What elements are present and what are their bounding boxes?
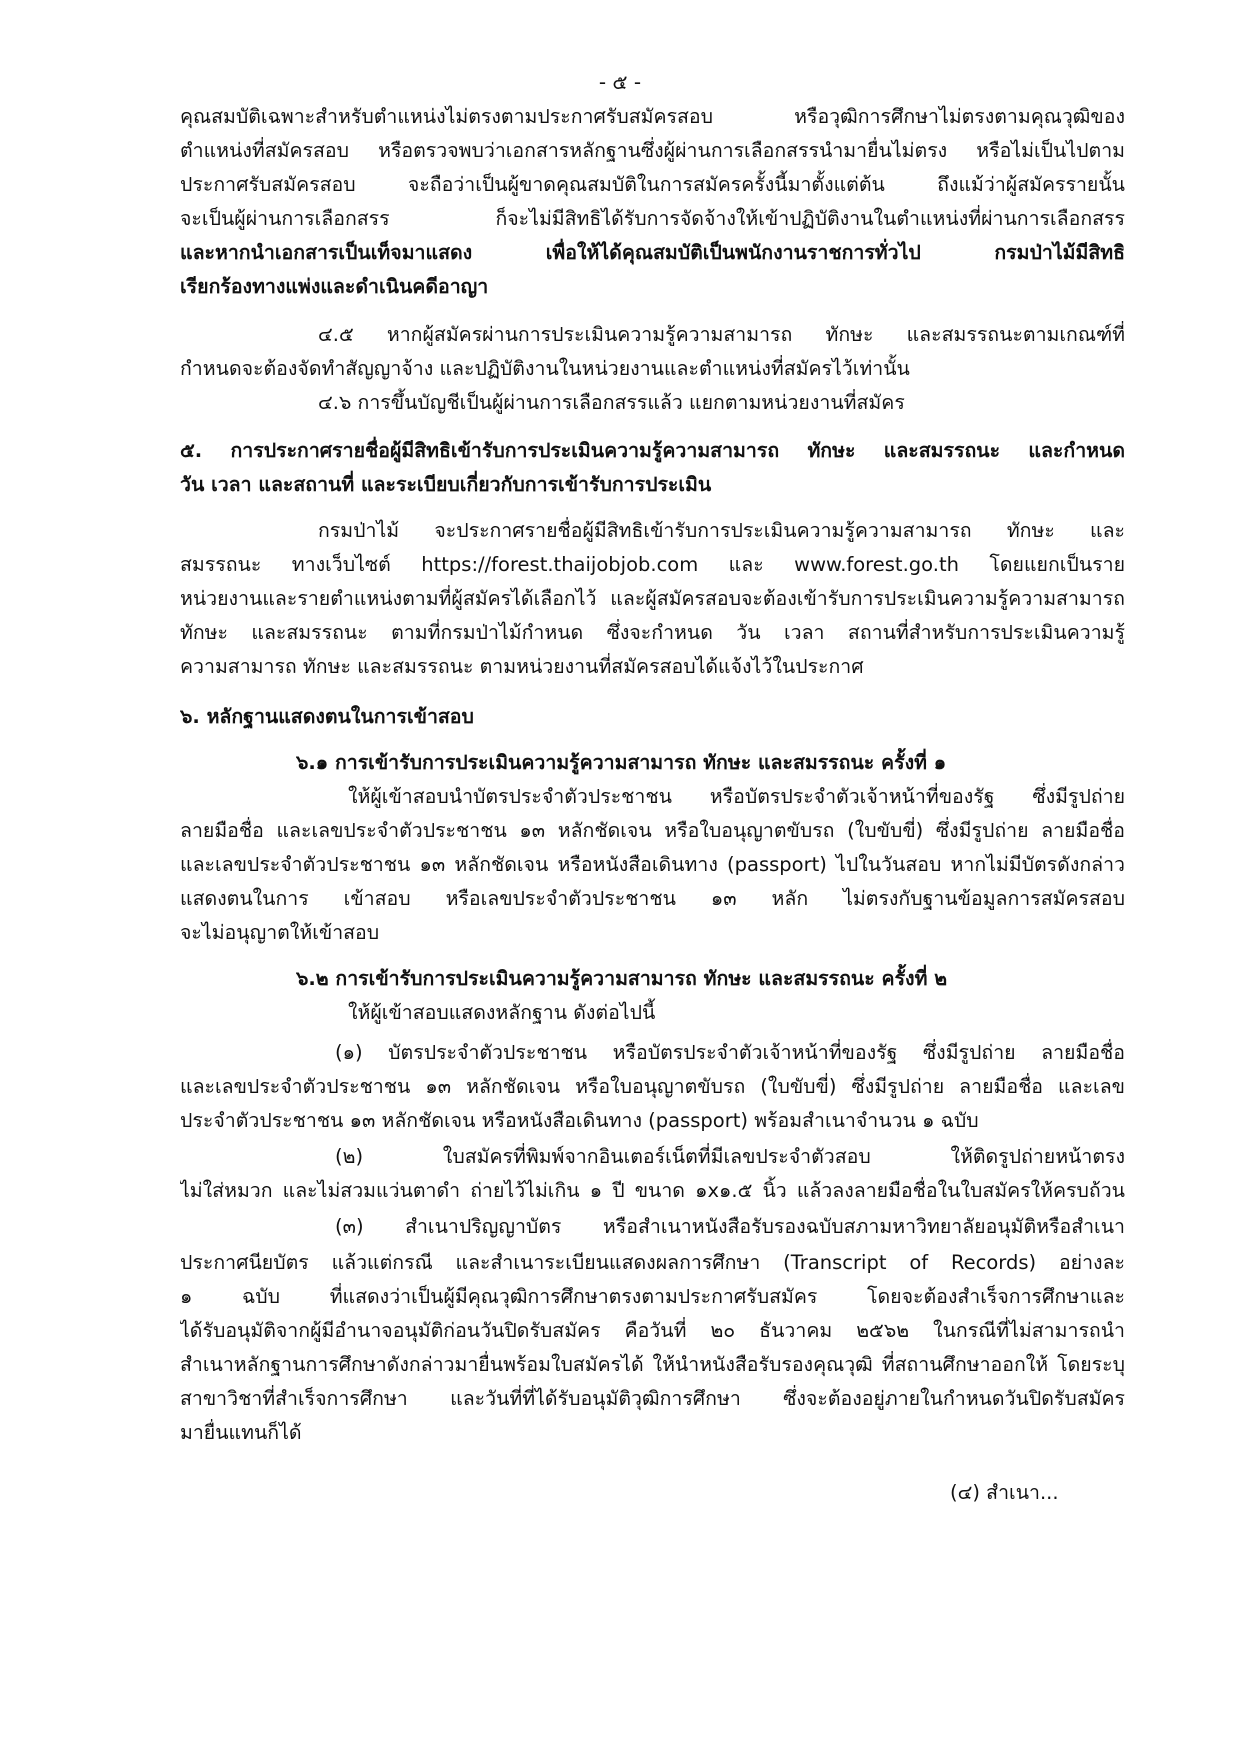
- text-line: ๑ ฉบับ ที่แสดงว่าเป็นผู้มีคุณวุฒิการศึกษาตรงตามประกาศรับสมัคร โดยจะต้องสำเร็จการศึกษาและ: [180, 1285, 1125, 1308]
- page-number: - ๕ -: [598, 70, 642, 94]
- section-5-heading-cont: วัน เวลา และสถานที่ และระเบียบเกี่ยวกับการเข้ารับการประเมิน: [180, 473, 712, 496]
- text-line: คุณสมบัติเฉพาะสำหรับตำแหน่งไม่ตรงตามประกาศรับสมัครสอบ หรือวุฒิการศึกษาไม่ตรงตามคุณวุฒิของ: [180, 105, 1125, 128]
- text-line: ความสามารถ ทักษะ และสมรรถนะ ตามหน่วยงานที่สมัครสอบได้แจ้งไว้ในประกาศ: [180, 655, 864, 678]
- text-line: สมรรถนะ ทางเว็บไซต์ https://forest.thaijobjob.com และ www.forest.go.th โดยแยกเป็นราย: [180, 553, 1125, 576]
- bold-text-line: และหากนำเอกสารเป็นเท็จมาแสดง เพื่อให้ได้คุณสมบัติเป็นพนักงานราชการทั่วไป กรมป่าไม้มีสิทธิ: [180, 241, 1125, 264]
- text-line: ได้รับอนุมัติจากผู้มีอำนาจอนุมัติก่อนวันปิดรับสมัคร คือวันที่ ๒๐ ธันวาคม ๒๕๖๒ ในกรณีที่ไม่สามารถนำ: [180, 1319, 1125, 1342]
- text-line: มายื่นแทนก็ได้: [180, 1421, 302, 1444]
- text-line: จะเป็นผู้ผ่านการเลือกสรร ก็จะไม่มีสิทธิได้รับการจัดจ้างให้เข้าปฏิบัติงานในตำแหน่งที่ผ่านการเลือกสรร: [180, 207, 1125, 230]
- text-line: ลายมือชื่อ และเลขประจำตัวประชาชน ๑๓ หลักชัดเจน หรือใบอนุญาตขับรถ (ใบขับขี่) ซึ่งมีรูปถ่าย ลายมือชื่อ: [180, 819, 1125, 842]
- section-6-heading: ๖. หลักฐานแสดงตนในการเข้าสอบ: [180, 705, 474, 728]
- item-2: (๒) ใบสมัครที่พิมพ์จากอินเตอร์เน็ตที่มีเลขประจำตัวสอบ ให้ติดรูปถ่ายหน้าตรง: [335, 1145, 1125, 1168]
- text-line: แสดงตนในการ เข้าสอบ หรือเลขประจำตัวประชาชน ๑๓ หลัก ไม่ตรงกับฐานข้อมูลการสมัครสอบ: [180, 887, 1125, 910]
- item-3: (๓) สำเนาปริญญาบัตร หรือสำเนาหนังสือรับรองฉบับสภามหาวิทยาลัยอนุมัติหรือสำเนา: [335, 1215, 1125, 1238]
- text-line: จะไม่อนุญาตให้เข้าสอบ: [180, 921, 380, 944]
- text-line: ให้ผู้เข้าสอบนำบัตรประจำตัวประชาชน หรือบัตรประจำตัวเจ้าหน้าที่ของรัฐ ซึ่งมีรูปถ่าย: [348, 785, 1125, 808]
- text-line: กำหนดจะต้องจัดทำสัญญาจ้าง และปฏิบัติงานในหน่วยงานและตำแหน่งที่สมัครไว้เท่านั้น: [180, 357, 910, 380]
- subsection-6-1-heading: ๖.๑ การเข้ารับการประเมินความรู้ความสามารถ ทักษะ และสมรรถนะ ครั้งที่ ๑: [296, 751, 947, 774]
- text-line: ไม่ใส่หมวก และไม่สวมแว่นตาดำ ถ่ายไว้ไม่เกิน ๑ ปี ขนาด ๑x๑.๕ นิ้ว แล้วลงลายมือชื่อในใบสมัครให้ครบถ้วน: [180, 1179, 1125, 1202]
- text-line: ทักษะ และสมรรถนะ ตามที่กรมป่าไม้กำหนด ซึ่งจะกำหนด วัน เวลา สถานที่สำหรับการประเมินความรู้: [180, 621, 1125, 644]
- continuation-marker: (๔) สำเนา...: [950, 1481, 1059, 1504]
- text-line: และเลขประจำตัวประชาชน ๑๓ หลักชัดเจน หรือใบอนุญาตขับรถ (ใบขับขี่) ซึ่งมีรูปถ่าย ลายมือชื่อ และเลข: [180, 1075, 1125, 1098]
- item-4-5: ๔.๕ หากผู้สมัครผ่านการประเมินความรู้ความสามารถ ทักษะ และสมรรถนะตามเกณฑ์ที่: [318, 323, 1125, 346]
- text-line: ประกาศนียบัตร แล้วแต่กรณี และสำเนาระเบียนแสดงผลการศึกษา (Transcript of Records) อย่างละ: [180, 1251, 1125, 1274]
- text-line: หน่วยงานและรายตำแหน่งตามที่ผู้สมัครได้เลือกไว้ และผู้สมัครสอบจะต้องเข้ารับการประเมินความรู้ความสามารถ: [180, 587, 1125, 610]
- text-line: ประจำตัวประชาชน ๑๓ หลักชัดเจน หรือหนังสือเดินทาง (passport) พร้อมสำเนาจำนวน ๑ ฉบับ: [180, 1109, 979, 1132]
- section-5-heading: ๕. การประกาศรายชื่อผู้มีสิทธิเข้ารับการประเมินความรู้ความสามารถ ทักษะ และสมรรถนะ และกำหนด: [180, 439, 1125, 462]
- subsection-6-2-heading: ๖.๒ การเข้ารับการประเมินความรู้ความสามารถ ทักษะ และสมรรถนะ ครั้งที่ ๒: [296, 967, 948, 990]
- text-line: ให้ผู้เข้าสอบแสดงหลักฐาน ดังต่อไปนี้: [348, 1001, 656, 1024]
- text-line: สาขาวิชาที่สำเร็จการศึกษา และวันที่ที่ได้รับอนุมัติวุฒิการศึกษา ซึ่งจะต้องอยู่ภายในกำหนดวันปิดรับสมัคร: [180, 1387, 1125, 1410]
- text-line: และเลขประจำตัวประชาชน ๑๓ หลักชัดเจน หรือหนังสือเดินทาง (passport) ไปในวันสอบ หากไม่มีบัตรดังกล่าว: [180, 853, 1125, 876]
- item-1: (๑) บัตรประจำตัวประชาชน หรือบัตรประจำตัวเจ้าหน้าที่ของรัฐ ซึ่งมีรูปถ่าย ลายมือชื่อ: [335, 1041, 1125, 1064]
- item-4-6: ๔.๖ การขึ้นบัญชีเป็นผู้ผ่านการเลือกสรรแล้ว แยกตามหน่วยงานที่สมัคร: [318, 391, 905, 414]
- text-line: ประกาศรับสมัครสอบ จะถือว่าเป็นผู้ขาดคุณสมบัติในการสมัครครั้งนี้มาตั้งแต่ต้น ถึงแม้ว่าผู้สมัครรายนั้น: [180, 173, 1125, 196]
- text-line: ตำแหน่งที่สมัครสอบ หรือตรวจพบว่าเอกสารหลักฐานซึ่งผู้ผ่านการเลือกสรรนำมายื่นไม่ตรง หรือไม่เป็นไปตาม: [180, 139, 1125, 162]
- text-line: สำเนาหลักฐานการศึกษาดังกล่าวมายื่นพร้อมใบสมัครได้ ให้นำหนังสือรับรองคุณวุฒิ ที่สถานศึกษาออกให้ โดยระบุ: [180, 1353, 1125, 1376]
- bold-text-line: เรียกร้องทางแพ่งและดำเนินคดีอาญา: [180, 275, 489, 298]
- text-line: กรมป่าไม้ จะประกาศรายชื่อผู้มีสิทธิเข้ารับการประเมินความรู้ความสามารถ ทักษะ และ: [318, 519, 1125, 542]
